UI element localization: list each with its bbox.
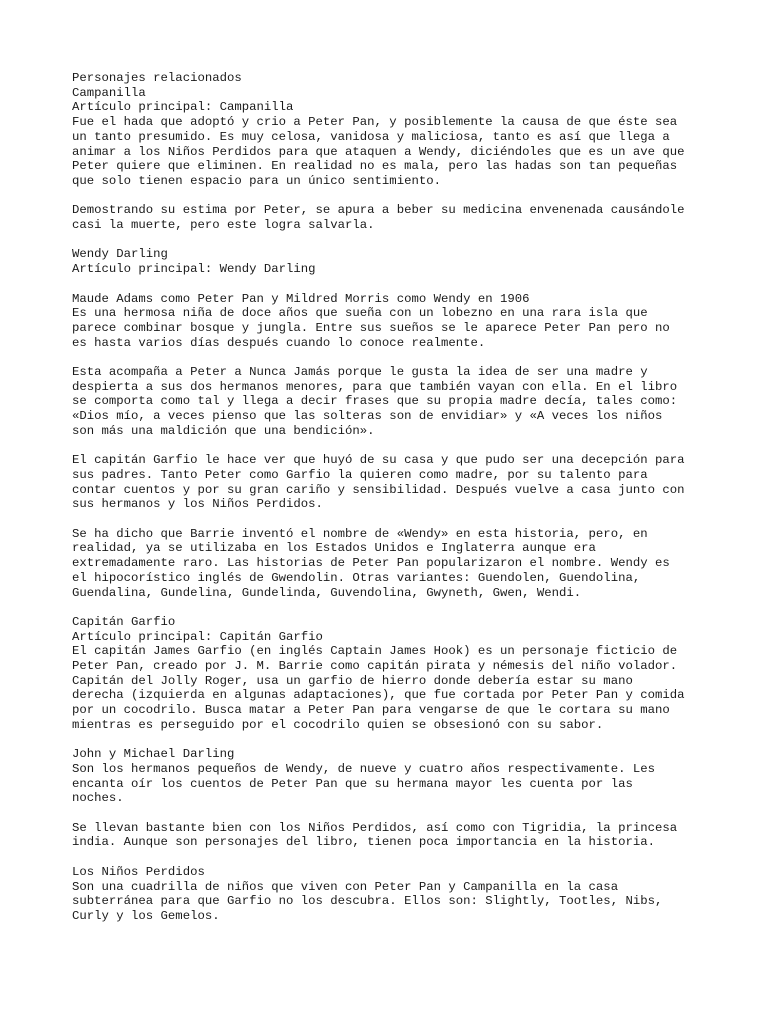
text-line: Personajes relacionados xyxy=(72,71,242,85)
paragraph xyxy=(72,527,712,601)
text-line: contar cuentos y por su gran cariño y sensibilidad. Después vuelve a casa junto con xyxy=(72,482,685,497)
paragraph xyxy=(72,365,712,439)
text-line: extremadamente raro. Las historias de Peter Pan popularizaron el nombre. Wendy es xyxy=(72,556,670,571)
text-line: Los Niños Perdidos xyxy=(72,864,205,879)
paragraph xyxy=(72,71,712,189)
text-line: subterránea para que Garfio no los descubra. Ellos son: Slightly, Tootles, Nibs, xyxy=(72,894,663,909)
paragraph xyxy=(72,865,712,924)
text-line: mientras es perseguido por el cocodrilo quien se obsesionó con su sabor. xyxy=(72,717,604,732)
paragraph xyxy=(72,247,712,276)
text-line: Curly y los Gemelos. xyxy=(72,908,220,923)
paragraph xyxy=(72,615,712,733)
text-line: encanta oír los cuentos de Peter Pan que su hermana mayor les cuenta por las xyxy=(72,776,633,791)
text-line: sus hermanos y los Niños Perdidos. xyxy=(72,497,323,512)
paragraph xyxy=(72,292,712,351)
text-line: Artículo principal: Wendy Darling xyxy=(72,262,316,277)
text-line: John y Michael Darling xyxy=(72,747,235,762)
text-line: Campanilla xyxy=(72,85,146,100)
text-line: Wendy Darling xyxy=(72,247,168,262)
document-page xyxy=(72,71,712,938)
text-line: Peter Pan, creado por J. M. Barrie como capitán pirata y némesis del niño volador. xyxy=(72,659,678,674)
text-line: Peter quiere que eliminen. En realidad no es mala, pero las hadas son tan pequeñas xyxy=(72,159,678,174)
text-line: Fue el hada que adoptó y crio a Peter Pan, y posiblemente la causa de que éste sea xyxy=(72,115,678,130)
text-line: derecha (izquierda en algunas adaptaciones), que fue cortada por Peter Pan y comida xyxy=(72,688,685,703)
text-line: casi la muerte, pero este logra salvarla. xyxy=(72,218,375,233)
text-line: Se ha dicho que Barrie inventó el nombre de «Wendy» en esta historia, pero, en xyxy=(72,526,648,541)
text-line: El capitán Garfio le hace ver que huyó de su casa y que pudo ser una decepción para xyxy=(72,453,685,468)
text-line: son más una maldición que una bendición». xyxy=(72,423,375,438)
text-line: Maude Adams como Peter Pan y Mildred Morris como Wendy en 1906 xyxy=(72,291,530,306)
text-line: sus padres. Tanto Peter como Garfio la quieren como madre, por su talento para xyxy=(72,467,648,482)
text-line: Son los hermanos pequeños de Wendy, de nueve y cuatro años respectivamente. Les xyxy=(72,761,655,776)
text-line: por un cocodrilo. Busca matar a Peter Pan para vengarse de que le cortara su mano xyxy=(72,703,670,718)
text-line: Artículo principal: Capitán Garfio xyxy=(72,629,323,644)
text-line: «Dios mío, a veces pienso que las solteras son de envidiar» y «A veces los niños xyxy=(72,409,663,424)
text-line: el hipocorístico inglés de Gwendolin. Otras variantes: Guendolen, Guendolina, xyxy=(72,570,641,585)
text-line: Demostrando su estima por Peter, se apura a beber su medicina envenenada causándole xyxy=(72,203,685,218)
text-line: Son una cuadrilla de niños que viven con Peter Pan y Campanilla en la casa xyxy=(72,879,619,894)
text-line: parece combinar bosque y jungla. Entre sus sueños se le aparece Peter Pan pero no xyxy=(72,320,670,335)
text-line: noches. xyxy=(72,791,124,806)
text-line: Capitán Garfio xyxy=(72,614,176,629)
text-line: El capitán James Garfio (en inglés Captain James Hook) es un personaje ficticio de xyxy=(72,644,678,659)
text-line: Es una hermosa niña de doce años que sueña con un lobezno en una rara isla que xyxy=(72,306,648,321)
paragraph xyxy=(72,453,712,512)
paragraph xyxy=(72,821,712,850)
text-line: es hasta varios días después cuando lo conoce realmente. xyxy=(72,335,486,350)
text-line: Artículo principal: Campanilla xyxy=(72,100,294,115)
text-line: Guendalina, Gundelina, Gundelinda, Guvendolina, Gwyneth, Gwen, Wendi. xyxy=(72,585,582,600)
text-line: Se llevan bastante bien con los Niños Perdidos, así como con Tigridia, la princesa xyxy=(72,820,678,835)
text-line: Capitán del Jolly Roger, usa un garfio de hierro donde debería estar su mano xyxy=(72,673,633,688)
text-line: Esta acompaña a Peter a Nunca Jamás porque le gusta la idea de ser una madre y xyxy=(72,365,648,379)
text-line: despierta a sus dos hermanos menores, para que también vayan con ella. En el libro xyxy=(72,379,678,394)
text-line: que solo tienen espacio para un único sentimiento. xyxy=(72,173,441,188)
text-line: se comporta como tal y llega a decir frases que su propia madre decía, tales como: xyxy=(72,394,678,409)
paragraph xyxy=(72,203,712,232)
text-line: un tanto presumido. Es muy celosa, vanidosa y maliciosa, tanto es así que llega a xyxy=(72,129,670,144)
text-line: india. Aunque son personajes del libro, tienen poca importancia en la historia. xyxy=(72,835,655,850)
text-line: animar a los Niños Perdidos para que ataquen a Wendy, diciéndoles que es un ave que xyxy=(72,144,685,159)
paragraph xyxy=(72,747,712,806)
text-line: realidad, ya se utilizaba en los Estados Unidos e Inglaterra aunque era xyxy=(72,541,596,556)
